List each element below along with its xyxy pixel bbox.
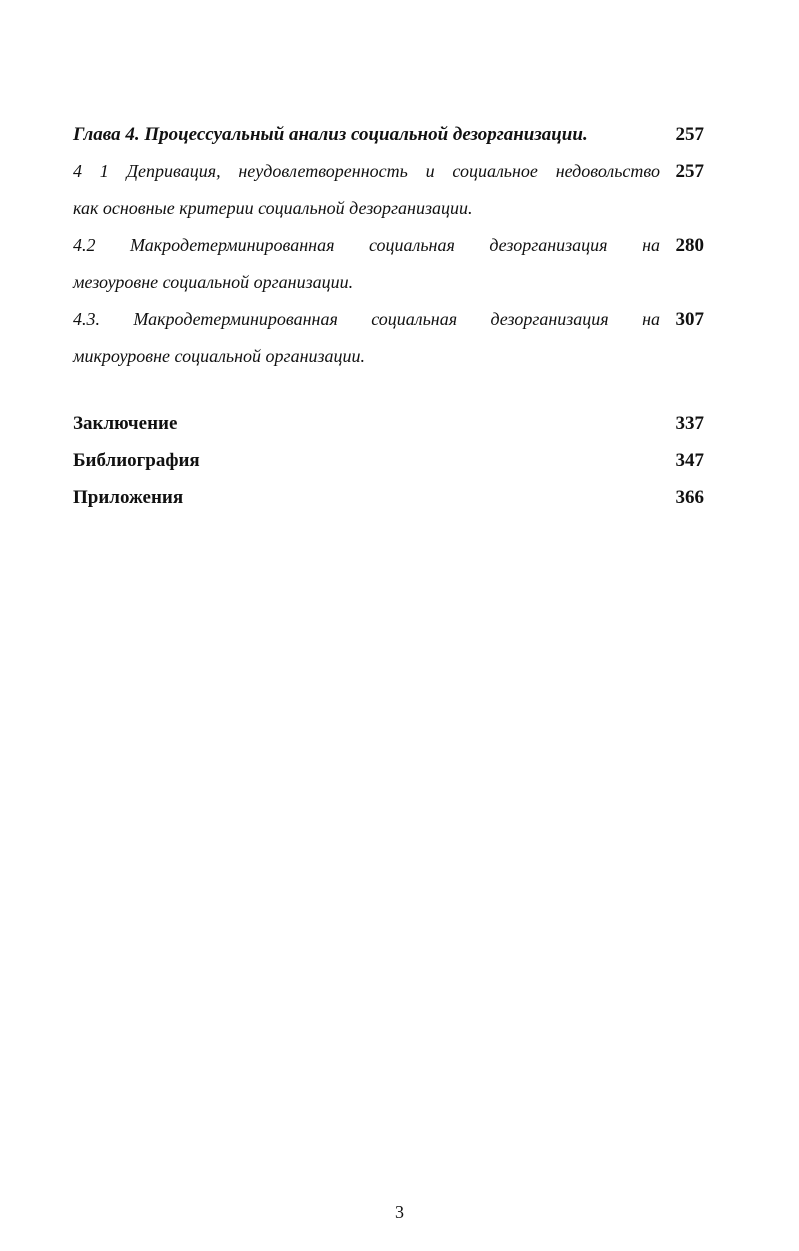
toc-section-page: 280: [675, 235, 704, 256]
toc-section-title-line1: 4 1 Депривация, неудовлетворенность и социальное недовольство: [73, 161, 660, 181]
toc-chapter-page: 257: [675, 124, 704, 145]
toc-section-title-line1: 4.2 Макродетерминированная социальная дезорганизация на: [73, 235, 660, 255]
toc-section-title: [73, 153, 670, 227]
toc-back-title: Заключение: [73, 413, 178, 434]
toc-section-title: [73, 227, 670, 301]
toc-back-page: 366: [675, 487, 704, 508]
toc-section-title-line1: 4.3. Макродетерминированная социальная дезорганизация на: [73, 309, 660, 329]
toc-back-entry-conclusion: [73, 405, 704, 442]
toc-chapter-title: Глава 4. Процессуальный анализ социальной дезорганизации.: [73, 124, 588, 145]
toc-back-entry-appendices: [73, 479, 704, 516]
toc-section-page: 257: [675, 161, 704, 182]
toc-back-entry-bibliography: [73, 442, 704, 479]
toc-back-page: 337: [675, 413, 704, 434]
toc-section-title: [73, 301, 670, 375]
toc-section-title-line2: как основные критерии социальной дезорганизации.: [73, 198, 473, 218]
toc-section-entry: [73, 153, 704, 227]
toc-chapter-entry: [73, 116, 704, 153]
toc-section-page: 307: [675, 309, 704, 330]
table-of-contents: [73, 116, 704, 516]
toc-section-entry: [73, 227, 704, 301]
toc-back-title: Приложения: [73, 487, 184, 508]
toc-back-title: Библиография: [73, 450, 200, 471]
page-number: 3: [395, 1202, 404, 1222]
toc-spacer: [73, 375, 704, 405]
toc-section-entry: [73, 301, 704, 375]
toc-section-title-line2: мезоуровне социальной организации.: [73, 272, 354, 292]
toc-section-title-line2: микроуровне социальной организации.: [73, 346, 366, 366]
toc-back-page: 347: [675, 450, 704, 471]
